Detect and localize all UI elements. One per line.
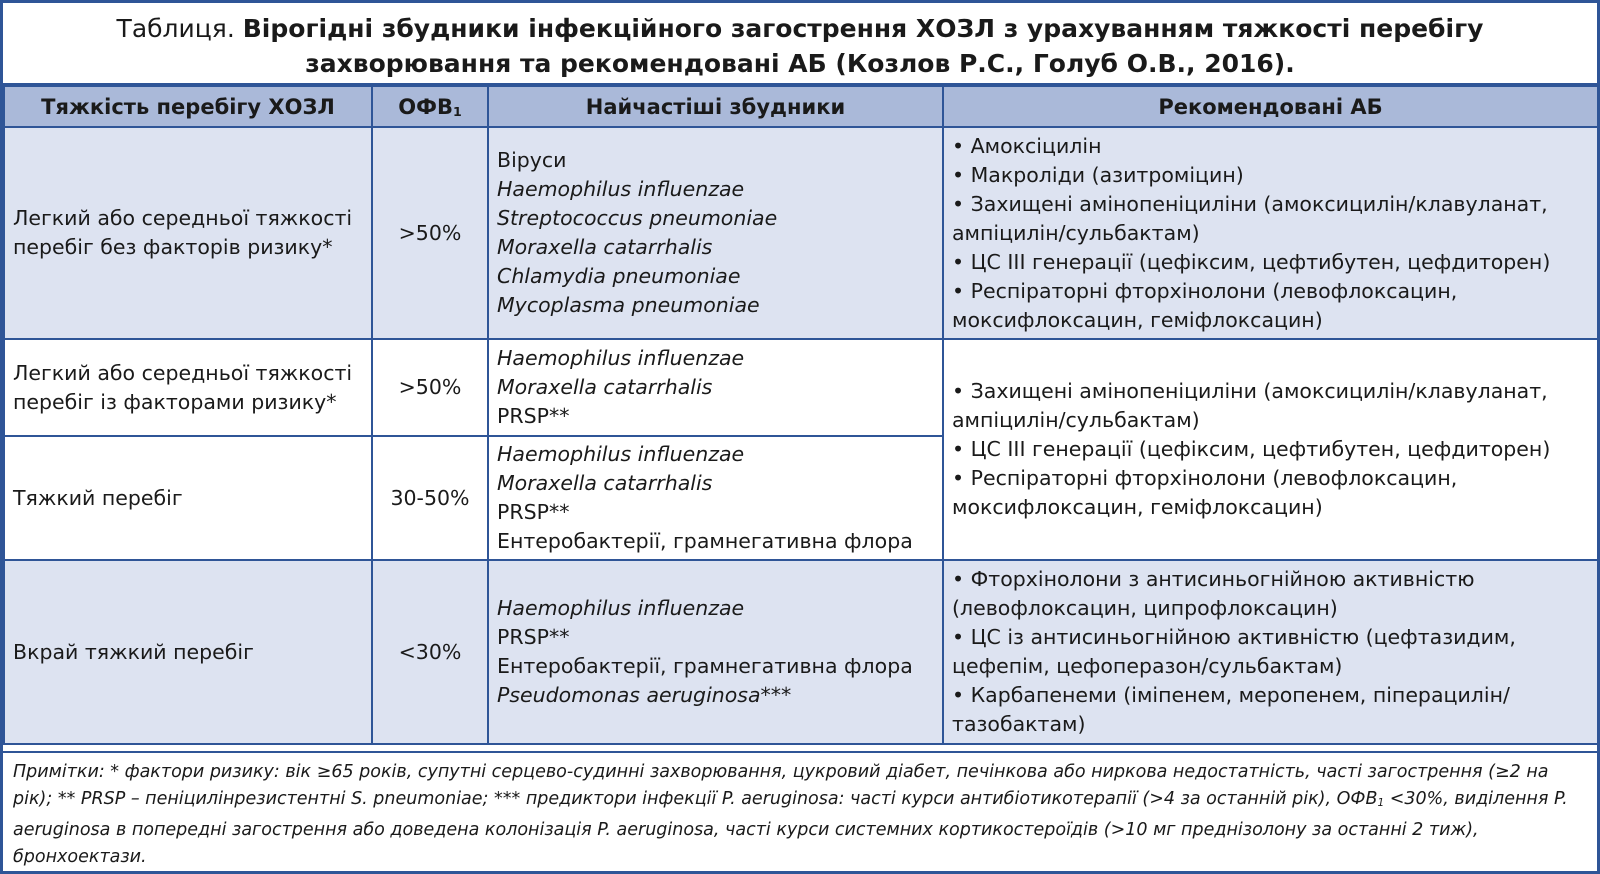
pathogen-item: PRSP** xyxy=(497,404,570,428)
pathogen-item: Streptococcus pneumoniae xyxy=(497,206,778,230)
pathogens-cell xyxy=(488,339,943,436)
pathogen-item: Moraxella catarrhalis xyxy=(497,235,713,259)
antibiotic-item: • Захищені амінопеніциліни (амоксицилін/клавуланат, ампіцилін/сульбактам) xyxy=(952,377,1589,435)
antibiotic-item: • Амоксіцилін xyxy=(952,132,1589,161)
pathogens-cell xyxy=(488,560,943,744)
ofv-cell: <30% xyxy=(372,560,488,744)
header-pathogens: Найчастіші збудники xyxy=(488,86,943,127)
pathogen-item: Chlamydia pneumoniae xyxy=(497,264,741,288)
pathogen-item: Haemophilus influenzae xyxy=(497,177,745,201)
antibiotic-item: • Фторхінолони з антисиньогнійною активністю (левофлоксацин, ципрофлоксацин) xyxy=(952,565,1589,623)
antibiotic-item: • Респіраторні фторхінолони (левофлоксацин, моксифлоксацин, геміфлоксацин) xyxy=(952,277,1589,335)
antibiotic-item: • ЦС ІІІ генерації (цефіксим, цефтибутен, цефдиторен) xyxy=(952,435,1589,464)
pathogens-cell xyxy=(488,127,943,339)
title-line2: захворювання та рекомендовані АБ (Козлов Р.С., Голуб О.В., 2016). xyxy=(305,49,1295,78)
ab-cell xyxy=(943,339,1598,560)
title-line1: Вірогідні збудники інфекційного загострення ХОЗЛ з урахуванням тяжкості перебігу xyxy=(242,14,1484,43)
antibiotic-item: • Карбапенеми (іміпенем, меропенем, піперацилін/тазобактам) xyxy=(952,681,1589,739)
pathogen-item: PRSP** xyxy=(497,625,570,649)
severity-cell: Вкрай тяжкий перебіг xyxy=(4,560,372,744)
antibiotic-item: • Макроліди (азитроміцин) xyxy=(952,161,1589,190)
pathogen-item: PRSP** xyxy=(497,500,570,524)
antibiotic-item: • Захищені амінопеніциліни (амоксицилін/клавуланат, ампіцилін/сульбактам) xyxy=(952,190,1589,248)
ab-cell xyxy=(943,127,1598,339)
table-row xyxy=(4,339,1598,436)
notes-part2: <30%, виділення P. aeruginosa в попередні загострення або доведена колонізація P. aeruginosa, часті курси системних кортикостероїдів (>10 мг преднізолону за останні 2 тиж), бронхоектази. xyxy=(13,789,1568,867)
pathogen-item: Haemophilus influenzae xyxy=(497,596,745,620)
pathogen-item: Moraxella catarrhalis xyxy=(497,471,713,495)
notes-part1: Примітки: * фактори ризику: вік ≥65 років, супутні серцево-судинні захворювання, цукровий діабет, печінкова або ниркова недостатність, часті загострення (≥2 на рік); ** PRSP – пеніцилінрезистентні S. pneumoniae; *** предиктори інфекції P. aeruginosa: часті курси антибіотикотерапії (>4 за останній рік), ОФВ xyxy=(13,762,1549,809)
antibiotic-item: • ЦС ІІІ генерації (цефіксим, цефтибутен, цефдиторен) xyxy=(952,248,1589,277)
pathogen-item: Mycoplasma pneumoniae xyxy=(497,293,760,317)
notes-sub: 1 xyxy=(1377,797,1385,809)
antibiotic-item: • Респіраторні фторхінолони (левофлоксацин, моксифлоксацин, геміфлоксацин) xyxy=(952,464,1589,522)
pathogen-item: Віруси xyxy=(497,148,567,172)
pathogen-item: Ентеробактерії, грамнегативна флора xyxy=(497,529,913,553)
ofv-cell: 30-50% xyxy=(372,436,488,560)
ofv-cell: >50% xyxy=(372,127,488,339)
pathogen-item: Haemophilus influenzae xyxy=(497,346,745,370)
ofv-cell: >50% xyxy=(372,339,488,436)
ab-cell xyxy=(943,560,1598,744)
pathogen-table xyxy=(3,85,1599,745)
table-row xyxy=(4,127,1598,339)
header-row xyxy=(4,86,1598,127)
pathogens-cell xyxy=(488,436,943,560)
header-ofv xyxy=(372,86,488,127)
pathogen-item: Ентеробактерії, грамнегативна флора xyxy=(497,654,913,678)
pathogen-item: Pseudomonas aeruginosa*** xyxy=(497,683,792,707)
pathogen-item: Haemophilus influenzae xyxy=(497,442,745,466)
header-ofv-text: ОФВ xyxy=(398,94,453,119)
antibiotic-item: • ЦС із антисиньогнійною активністю (цефтазидим, цефепім, цефоперазон/сульбактам) xyxy=(952,623,1589,681)
table-row xyxy=(4,560,1598,744)
header-severity: Тяжкість перебігу ХОЗЛ xyxy=(4,86,372,127)
header-ofv-sub: 1 xyxy=(452,103,462,119)
pathogen-item: Moraxella catarrhalis xyxy=(497,375,713,399)
severity-cell: Тяжкий перебіг xyxy=(4,436,372,560)
table-notes xyxy=(3,751,1597,871)
severity-cell: Легкий або середньої тяжкості перебіг із факторами ризику* xyxy=(4,339,372,436)
severity-cell: Легкий або середньої тяжкості перебіг без факторів ризику* xyxy=(4,127,372,339)
title-prefix: Таблиця. xyxy=(116,14,235,43)
header-ab: Рекомендовані АБ xyxy=(943,86,1598,127)
table-title xyxy=(3,3,1597,85)
